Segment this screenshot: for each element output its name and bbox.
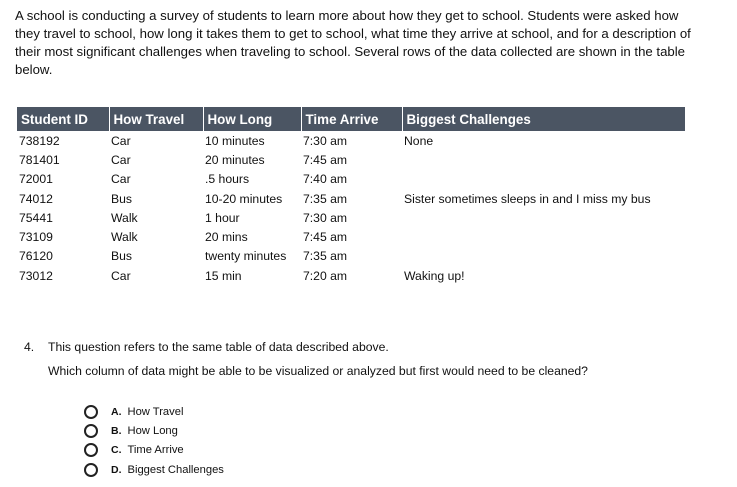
option-label: Biggest Challenges: [127, 463, 224, 476]
radio-button[interactable]: [84, 463, 98, 477]
cell-how-long: 15 min: [205, 268, 242, 283]
cell-student-id: 72001: [19, 172, 53, 187]
cell-biggest-challenges: [402, 170, 685, 189]
intro-paragraph: A school is conducting a survey of students to learn more about how they get to school. Students were asked how they travel to school, how long it takes them to get to school, what time they arrive at school, and for a description of their most significant challenges when traveling to school. Several rows of the data collected are shown in the table below.: [15, 8, 691, 77]
option-label: How Long: [127, 424, 178, 437]
table-header-row: [17, 107, 685, 131]
cell-biggest-challenges: [402, 227, 685, 246]
cell-student-id: 73012: [19, 268, 53, 283]
option-d[interactable]: [84, 460, 224, 479]
answer-options: [84, 402, 224, 479]
cell-biggest-challenges: Sister sometimes sleeps in and I miss my bus: [404, 191, 651, 206]
cell-student-id: 738192: [19, 133, 60, 148]
option-c[interactable]: [84, 441, 224, 460]
radio-button[interactable]: [84, 405, 98, 419]
table-row: [17, 247, 685, 266]
cell-time-arrive: 7:45 am: [303, 230, 348, 245]
table-row: [17, 150, 685, 169]
radio-button[interactable]: [84, 443, 98, 457]
option-letter: B.: [111, 424, 122, 437]
header-how-long: How Long: [203, 107, 301, 131]
cell-student-id: 76120: [19, 249, 53, 264]
cell-how-long: .5 hours: [205, 172, 250, 187]
option-b[interactable]: [84, 421, 224, 440]
cell-student-id: 75441: [19, 210, 53, 225]
table-row: [17, 170, 685, 189]
question-block: [24, 338, 714, 378]
cell-how-travel: Bus: [111, 249, 133, 264]
option-letter: D.: [111, 463, 122, 476]
cell-time-arrive: 7:30 am: [303, 133, 348, 148]
cell-time-arrive: 7:35 am: [303, 249, 348, 264]
cell-time-arrive: 7:35 am: [303, 191, 348, 206]
cell-how-long: 10 minutes: [205, 133, 265, 148]
question-prompt: Which column of data might be able to be visualized or analyzed but first would need to be cleaned?: [48, 364, 588, 378]
table-row: [17, 208, 685, 227]
option-letter: A.: [111, 405, 122, 418]
cell-how-long: 10-20 minutes: [205, 191, 283, 206]
radio-button[interactable]: [84, 424, 98, 438]
cell-how-travel: Car: [111, 133, 131, 148]
table-row: [17, 131, 685, 150]
question-text: This question refers to the same table of data described above.: [48, 340, 389, 354]
table-row: [17, 189, 685, 208]
cell-student-id: 74012: [19, 191, 53, 206]
cell-time-arrive: 7:20 am: [303, 268, 348, 283]
table-row: [17, 227, 685, 246]
question-number: 4.: [24, 340, 35, 354]
cell-time-arrive: 7:45 am: [303, 152, 348, 167]
cell-biggest-challenges: None: [404, 133, 434, 148]
option-a[interactable]: [84, 402, 224, 421]
cell-biggest-challenges: [402, 150, 685, 169]
cell-biggest-challenges: [402, 247, 685, 266]
cell-how-long: 20 minutes: [205, 152, 265, 167]
cell-biggest-challenges: [402, 208, 685, 227]
cell-how-travel: Walk: [111, 210, 138, 225]
survey-table: [17, 107, 685, 285]
header-time-arrive: Time Arrive: [301, 107, 402, 131]
option-label: How Travel: [127, 405, 184, 418]
cell-time-arrive: 7:40 am: [303, 172, 348, 187]
cell-time-arrive: 7:30 am: [303, 210, 348, 225]
cell-how-long: twenty minutes: [205, 249, 287, 264]
cell-how-long: 20 mins: [205, 230, 248, 245]
cell-how-travel: Walk: [111, 230, 138, 245]
cell-biggest-challenges: Waking up!: [404, 268, 465, 283]
header-biggest-challenges: Biggest Challenges: [402, 107, 685, 131]
cell-how-travel: Car: [111, 172, 131, 187]
cell-how-travel: Bus: [111, 191, 133, 206]
cell-student-id: 73109: [19, 230, 53, 245]
option-label: Time Arrive: [127, 444, 184, 457]
header-student-id: Student ID: [17, 107, 109, 131]
header-how-travel: How Travel: [109, 107, 203, 131]
cell-how-travel: Car: [111, 268, 131, 283]
cell-how-travel: Car: [111, 152, 131, 167]
cell-student-id: 781401: [19, 152, 60, 167]
option-letter: C.: [111, 444, 122, 457]
cell-how-long: 1 hour: [205, 210, 240, 225]
table-row: [17, 266, 685, 285]
